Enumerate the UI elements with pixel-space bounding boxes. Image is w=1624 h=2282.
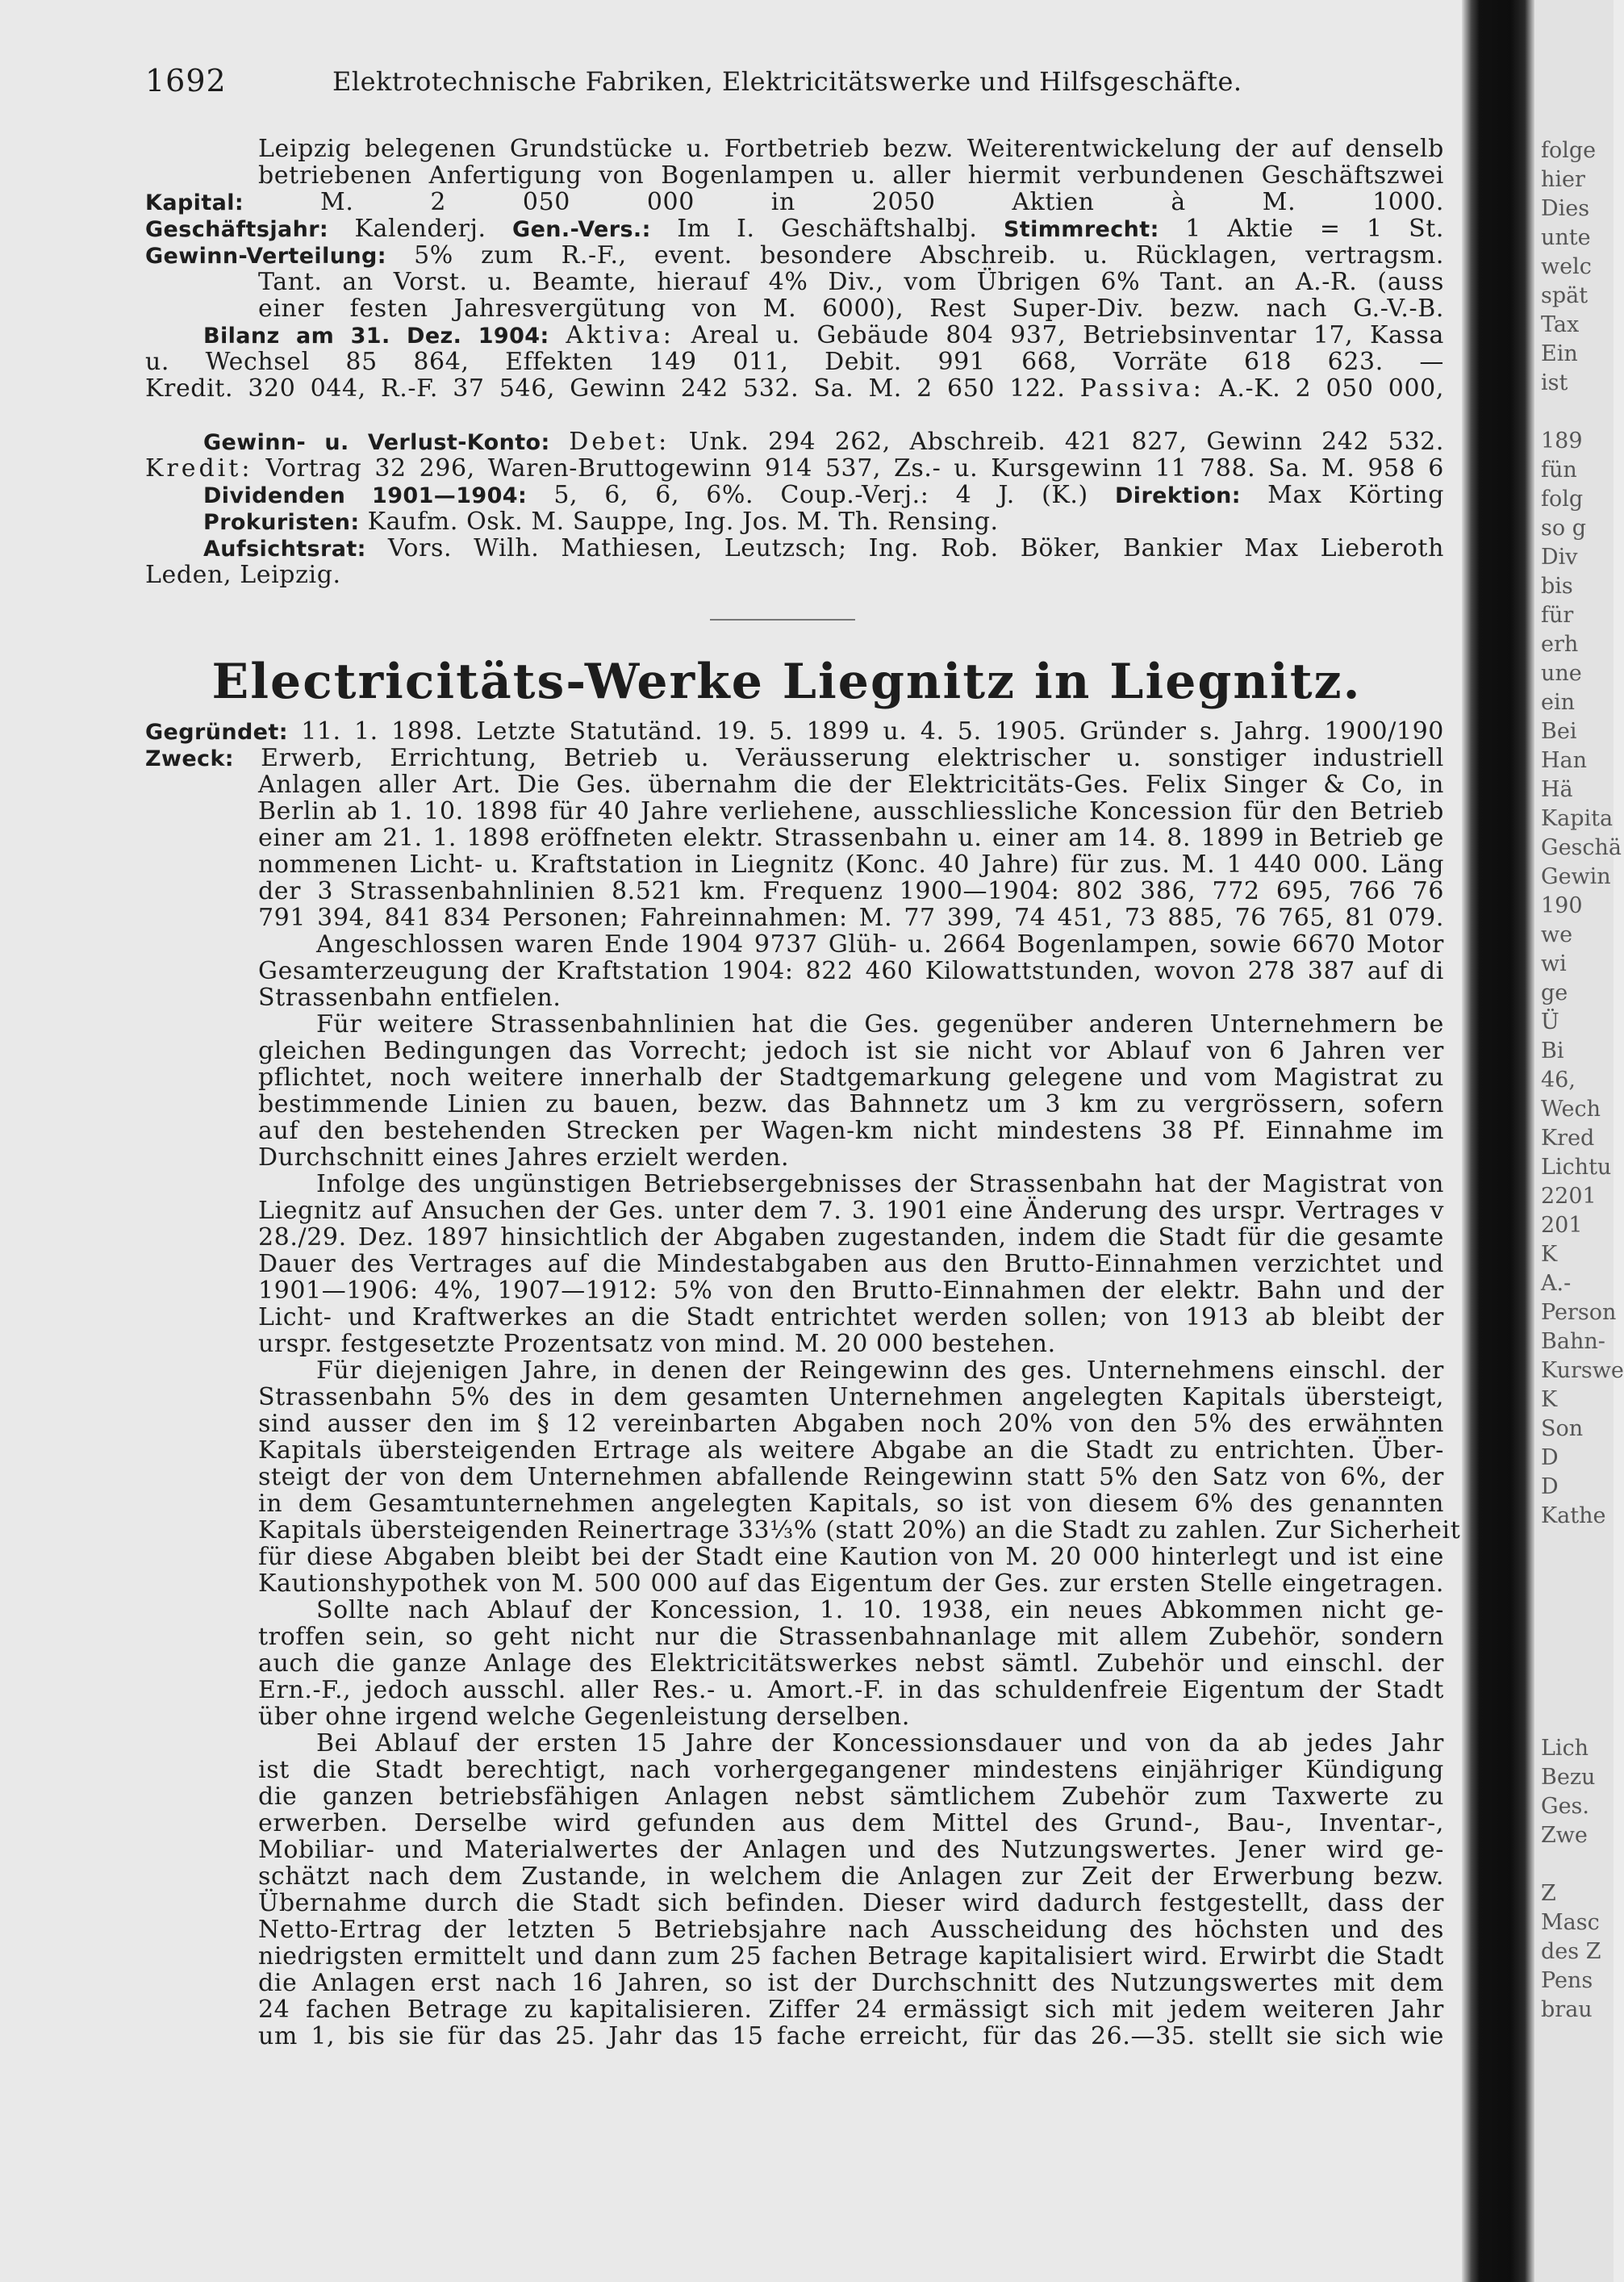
facing-page-line: Person — [1541, 1300, 1617, 1325]
text-line: u. Wechsel 85 864, Effekten 149 011, Debit. 991 668, Vorräte 618 623. — — [145, 348, 1444, 376]
facing-page-line: ein — [1541, 690, 1576, 715]
facing-page-line: brau — [1541, 1997, 1593, 2022]
text-line: 1901—1906: 4%, 1907—1912: 5% von den Brutto-Einnahmen der elektr. Bahn und der — [258, 1277, 1444, 1305]
text-line: Geschäftsjahr: Kalenderj. Gen.-Vers.: Im I. Geschäftshalbj. Stimmrecht: 1 Aktie = 1 St. — [145, 215, 1445, 243]
text-line: die Anlagen erst nach 16 Jahren, so ist der Durchschnitt des Nutzungswertes mit dem — [258, 1969, 1444, 1997]
text-line: 24 fachen Betrage zu kapitalisieren. Ziffer 24 ermässigt sich mit jedem weiteren Jahr — [258, 1996, 1444, 2024]
facing-page-line: Han — [1541, 748, 1588, 773]
facing-page-line: 189 — [1541, 428, 1583, 453]
field-label: Direktion: — [1115, 483, 1241, 508]
text-line: Gewinn- u. Verlust-Konto: Debet: Unk. 294 262, Abschreib. 421 827, Gewinn 242 532. — [203, 428, 1444, 456]
text-line: über ohne irgend welche Gegenleistung derselben. — [258, 1703, 910, 1731]
facing-page-line: 2201 — [1541, 1184, 1597, 1209]
text-line: Dauer des Vertrages auf die Mindestabgaben aus den Brutto-Einnahmen verzichtet und — [258, 1250, 1444, 1278]
facing-page-line: Bi — [1541, 1039, 1564, 1064]
field-label: Prokuristen: — [203, 510, 360, 535]
text-line: auf den bestehenden Strecken per Wagen-km nicht mindestens 38 Pf. Einnahme im — [258, 1117, 1444, 1145]
facing-page-line: D — [1541, 1474, 1559, 1499]
text-line: Kredit: Vortrag 32 296, Waren-Bruttogewinn 914 537, Zs.- u. Kursgewinn 11 788. Sa. M. 958 6 — [145, 454, 1444, 483]
field-label: Kapital: — [145, 190, 244, 215]
text-line: Dividenden 1901—1904: 5, 6, 6, 6%. Coup.-Verj.: 4 J. (K.) Direktion: Max Körting — [203, 481, 1444, 509]
text-line: Kapitals übersteigenden Ertrage als weitere Abgabe an die Stadt zu entrichten. Über- — [258, 1436, 1444, 1465]
text-line: betriebenen Anfertigung von Bogenlampen u. aller hiermit verbundenen Geschäftszwei — [258, 161, 1444, 190]
text-line: Strassenbahn 5% des in dem gesamten Unternehmen angelegten Kapitals übersteigt, — [258, 1383, 1444, 1411]
facing-page-line: Gewin — [1541, 864, 1611, 889]
facing-page-line: Pens — [1541, 1968, 1593, 1993]
field-label: Bilanz am 31. Dez. 1904: — [203, 324, 549, 349]
facing-page-line: des Z — [1541, 1939, 1601, 1964]
facing-page-line: D — [1541, 1445, 1559, 1470]
facing-page-line: Bezu — [1541, 1765, 1596, 1790]
text-line: erwerben. Derselbe wird gefunden aus dem Mittel des Grund-, Bau-, Inventar-, — [258, 1809, 1444, 1837]
facing-page-line: A.- — [1541, 1271, 1572, 1296]
text-line: Leipzig belegenen Grundstücke u. Fortbetrieb bezw. Weiterentwickelung der auf denselb — [258, 135, 1444, 163]
book-gutter — [1462, 0, 1534, 2282]
text-line: Netto-Ertrag der letzten 5 Betriebsjahre nach Ausscheidung des höchsten und des — [258, 1916, 1444, 1944]
text-line: auch die ganze Anlage des Elektricitätswerkes nebst sämtl. Zubehör und einschl. der — [258, 1649, 1444, 1678]
text-line: um 1, bis sie für das 25. Jahr das 15 fache erreicht, für das 26.—35. stellt sie sich wie — [258, 2022, 1444, 2050]
text-line: Anlagen aller Art. Die Ges. übernahm die der Elektricitäts-Ges. Felix Singer & Co, in — [258, 771, 1444, 799]
text-line: Bei Ablauf der ersten 15 Jahre der Koncessionsdauer und von da ab jedes Jahr — [316, 1729, 1444, 1757]
text-line: Bilanz am 31. Dez. 1904: Aktiva: Areal u. Gebäude 804 937, Betriebsinventar 17, Kassa — [203, 321, 1444, 349]
text-line: für diese Abgaben bleibt bei der Stadt eine Kaution von M. 20 000 hinterlegt und ist eine — [258, 1543, 1444, 1571]
running-header — [145, 63, 1275, 100]
facing-page-line: 190 — [1541, 893, 1583, 918]
text-line: Sollte nach Ablauf der Koncession, 1. 10. 1938, ein neues Abkommen nicht ge- — [316, 1596, 1444, 1624]
text-line: schätzt nach dem Zustande, in welchem die Anlagen zur Zeit der Erwerbung bezw. — [258, 1862, 1444, 1891]
text-line: niedrigsten ermittelt und dann zum 25 fachen Betrage kapitalisiert wird. Erwirbt die Stadt — [258, 1942, 1444, 1971]
facing-page-line: erh — [1541, 632, 1579, 657]
facing-page-line: Kapita — [1541, 806, 1614, 831]
facing-page-line: Ges. — [1541, 1794, 1589, 1819]
text-line: nommenen Licht- u. Kraftstation in Liegnitz (Konc. 40 Jahre) für zus. M. 1 440 000. Läng — [258, 851, 1444, 879]
facing-page-line: hier — [1541, 167, 1585, 192]
text-line: troffen sein, so geht nicht nur die Strassenbahnanlage mit allem Zubehör, sondern — [258, 1623, 1444, 1651]
text-line: ist die Stadt berechtigt, nach vorhergegangener mindestens einjähriger Kündigung — [258, 1756, 1444, 1784]
page-number: 1692 — [145, 63, 227, 98]
text-line: einer festen Jahresvergütung von M. 6000), Rest Super-Div. bezw. nach G.-V.-B. — [258, 295, 1444, 323]
text-line: Für diejenigen Jahre, in denen der Reingewinn des ges. Unternehmens einschl. der — [316, 1356, 1444, 1385]
facing-page-line: Dies — [1541, 196, 1590, 221]
facing-page-line: Kathe — [1541, 1503, 1606, 1528]
text-line: Infolge des ungünstigen Betriebsergebnisses der Strassenbahn hat der Magistrat von — [316, 1170, 1444, 1198]
facing-page-line: Ein — [1541, 341, 1578, 366]
text-line: Kapital: M. 2 050 000 in 2050 Aktien à M. 1000. — [145, 188, 1445, 216]
text-line: Mobiliar- und Materialwertes der Anlagen und des Nutzungswertes. Jener wird ge- — [258, 1836, 1444, 1864]
facing-page-line: spät — [1541, 283, 1589, 308]
text-line: urspr. festgesetzte Prozentsatz von mind. M. 20 000 bestehen. — [258, 1330, 1056, 1358]
facing-page-fragment — [1534, 0, 1624, 2282]
facing-page-line: ge — [1541, 980, 1568, 1005]
running-title: Elektrotechnische Fabriken, Elektricitätswerke und Hilfsgeschäfte. — [332, 66, 1242, 97]
text-line: Ern.-F., jedoch ausschl. aller Res.- u. Amort.-F. in das schuldenfreie Eigentum der Stadt — [258, 1676, 1444, 1704]
facing-page-line: Masc — [1541, 1910, 1600, 1935]
field-label: Zweck: — [145, 746, 234, 771]
text-line: sind ausser den im § 12 vereinbarten Abgaben noch 20% von den 5% des erwähnten — [258, 1410, 1444, 1438]
facing-page-line: fün — [1541, 458, 1577, 483]
text-line: pflichtet, noch weitere innerhalb der Stadtgemarkung gelegene und vom Magistrat zu — [258, 1064, 1444, 1092]
facing-page-line: Bahn- — [1541, 1329, 1605, 1354]
text-line: 791 394, 841 834 Personen; Fahreinnahmen: M. 77 399, 74 451, 73 885, 76 765, 81 079. — [258, 904, 1444, 932]
facing-page-line: Son — [1541, 1416, 1584, 1441]
text-line: in dem Gesamtunternehmen angelegten Kapitals, so ist von diesem 6% des genannten — [258, 1490, 1444, 1518]
field-label: Gewinn- u. Verlust-Konto: — [203, 430, 550, 455]
facing-page-line: Lichtu — [1541, 1155, 1612, 1180]
text-line: Kapitals übersteigenden Reinertrage 33⅓% (statt 20%) an die Stadt zu zahlen. Zur Sicherheit — [258, 1516, 1461, 1544]
field-label: Gen.-Vers.: — [512, 217, 651, 242]
facing-page-line: Div — [1541, 545, 1578, 570]
facing-page-line: welc — [1541, 254, 1592, 279]
text-line: 28./29. Dez. 1897 hinsichtlich der Abgaben zugestanden, indem die Stadt für die gesamte — [258, 1223, 1444, 1252]
facing-page-line: ist — [1541, 370, 1568, 395]
entry-heading: Electricitäts-Werke Liegnitz in Liegnitz. — [211, 654, 1362, 710]
text-line: bestimmende Linien zu bauen, bezw. das Bahnnetz um 3 km zu vergrössern, sofern — [258, 1090, 1444, 1118]
text-line: Berlin ab 1. 10. 1898 für 40 Jahre verliehene, ausschliessliche Koncession für den Betrieb — [258, 797, 1444, 825]
text-line: der 3 Strassenbahnlinien 8.521 km. Frequenz 1900—1904: 802 386, 772 695, 766 76 — [258, 877, 1444, 905]
facing-page-line: Lich — [1541, 1736, 1589, 1761]
text-line: Gewinn-Verteilung: 5% zum R.-F., event. besondere Abschreib. u. Rücklagen, vertragsm. — [145, 241, 1444, 270]
field-label: Geschäftsjahr: — [145, 217, 329, 242]
facing-page-line: K — [1541, 1387, 1558, 1412]
text-line: Gegründet: 11. 1. 1898. Letzte Statutänd. 19. 5. 1899 u. 4. 5. 1905. Gründer s. Jahrg. 1900/190 — [145, 717, 1444, 746]
text-line: gleichen Bedingungen das Vorrecht; jedoch ist sie nicht vor Ablauf von 6 Jahren ver — [258, 1037, 1444, 1065]
text-line — [145, 402, 1444, 428]
facing-page-line: so g — [1541, 516, 1586, 541]
text-line: Durchschnitt eines Jahres erzielt werden. — [258, 1143, 790, 1172]
text-line: die ganzen betriebsfähigen Anlagen nebst sämtlichem Zubehör zum Taxwerte zu — [258, 1783, 1444, 1811]
text-line: Leden, Leipzig. — [145, 561, 341, 589]
text-line: Strassenbahn entfielen. — [258, 984, 562, 1012]
facing-page-line: Tax — [1541, 312, 1580, 337]
facing-page-line: Kurswe — [1541, 1358, 1624, 1383]
facing-page-line: wi — [1541, 951, 1567, 976]
section-divider — [710, 619, 855, 621]
facing-page-line: Zwe — [1541, 1823, 1588, 1848]
facing-page-line: we — [1541, 922, 1573, 947]
facing-page-line: Hä — [1541, 777, 1573, 802]
text-line: einer am 21. 1. 1898 eröffneten elektr. Strassenbahn u. einer am 14. 8. 1899 in Betrieb ge — [258, 824, 1444, 852]
facing-page-line: folge — [1541, 138, 1597, 163]
facing-page-line: Wech — [1541, 1097, 1601, 1122]
text-line: Kautionshypothek von M. 500 000 auf das Eigentum der Ges. zur ersten Stelle eingetragen. — [258, 1569, 1444, 1598]
facing-page-line: Bei — [1541, 719, 1577, 744]
text-line: Übernahme durch die Stadt sich befinden. Dieser wird dadurch festgestellt, dass der — [258, 1889, 1444, 1917]
text-line: Gesamterzeugung der Kraftstation 1904: 822 460 Kilowattstunden, wovon 278 387 auf di — [258, 957, 1444, 985]
field-label: Stimmrecht: — [1003, 217, 1159, 242]
text-line: Licht- und Kraftwerkes an die Stadt entrichtet werden sollen; von 1913 ab bleibt der — [258, 1303, 1444, 1331]
field-label: Dividenden 1901—1904: — [203, 483, 528, 508]
facing-page-line: unte — [1541, 225, 1591, 250]
facing-page-line: für — [1541, 603, 1574, 628]
text-line: Liegnitz auf Ansuchen der Ges. unter dem 7. 3. 1901 eine Änderung des urspr. Vertrages v — [258, 1197, 1444, 1225]
text-line: Angeschlossen waren Ende 1904 9737 Glüh- u. 2664 Bogenlampen, sowie 6670 Motor — [316, 930, 1444, 959]
text-line: steigt der von dem Unternehmen abfallende Reingewinn statt 5% den Satz von 6%, der — [258, 1463, 1444, 1491]
page-body — [145, 56, 1461, 2267]
facing-page-line: Ü — [1541, 1009, 1559, 1034]
text-line: Tant. an Vorst. u. Beamte, hierauf 4% Div., vom Übrigen 6% Tant. an A.-R. (auss — [258, 268, 1444, 296]
facing-page-line: 46, — [1541, 1068, 1576, 1093]
text-line: Aufsichtsrat: Vors. Wilh. Mathiesen, Leutzsch; Ing. Rob. Böker, Bankier Max Lieberoth — [203, 534, 1444, 562]
field-label: Gewinn-Verteilung: — [145, 244, 386, 269]
facing-page-line: K — [1541, 1242, 1558, 1267]
facing-page-line: folg — [1541, 487, 1584, 512]
text-line: Zweck: Erwerb, Errichtung, Betrieb u. Veräusserung elektrischer u. sonstiger industriell — [145, 744, 1444, 772]
text-line: Für weitere Strassenbahnlinien hat die Ges. gegenüber anderen Unternehmern be — [316, 1010, 1444, 1039]
facing-page-line: Kred — [1541, 1126, 1595, 1151]
facing-page-line: une — [1541, 661, 1582, 686]
field-label: Aufsichtsrat: — [203, 537, 366, 562]
text-line: Prokuristen: Kaufm. Osk. M. Sauppe, Ing. Jos. M. Th. Rensing. — [203, 508, 999, 536]
text-line: Kredit. 320 044, R.-F. 37 546, Gewinn 242 532. Sa. M. 2 650 122. Passiva: A.-K. 2 050 000, — [145, 374, 1444, 403]
facing-page-line: bis — [1541, 574, 1573, 599]
facing-page-line: 201 — [1541, 1213, 1583, 1238]
facing-page-line: Z — [1541, 1881, 1556, 1906]
field-label: Gegründet: — [145, 720, 288, 745]
facing-page-line: Geschä — [1541, 835, 1622, 860]
